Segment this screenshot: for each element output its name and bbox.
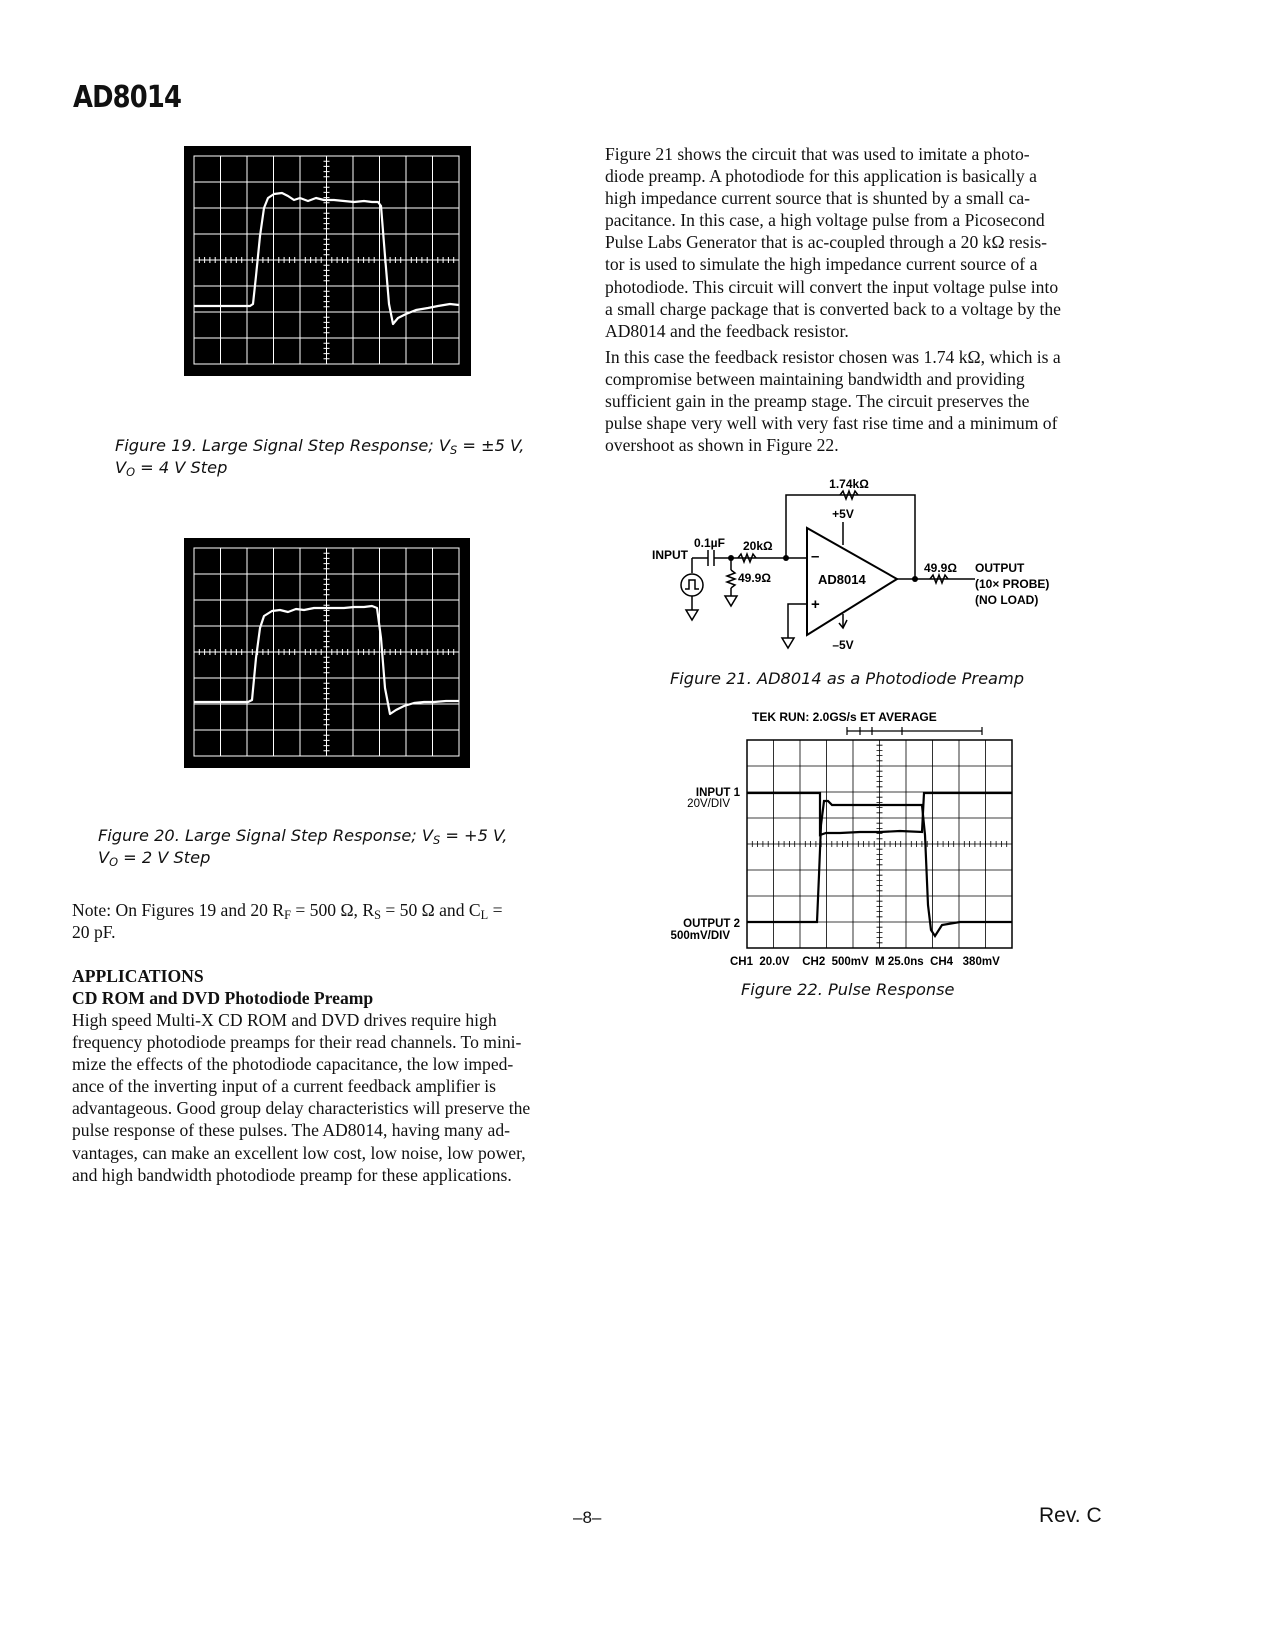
output-resistor-label: 49.9Ω (924, 561, 957, 575)
scope-footer-readout: CH1 20.0V CH2 500mV M 25.0ns CH4 380mV (730, 956, 1000, 968)
figure-note (72, 899, 503, 943)
junction-dot (728, 555, 734, 561)
text-line: and high bandwidth photodiode preamp for these applications. (72, 1164, 512, 1185)
figure-19-scope-svg (184, 146, 471, 376)
figure-19-caption-line-2: $V_O = 4$ V Step (115, 458, 228, 479)
text-line: pulse shape very well with very fast rise time and a minimum of (605, 413, 1058, 434)
capacitor (692, 550, 731, 566)
amplifier-label: AD8014 (818, 572, 866, 587)
right-paragraph-2 (605, 346, 1061, 456)
text-line: Pulse Labs Generator that is ac-coupled through a 20 kΩ resis- (605, 232, 1048, 253)
figure-note-line-2: 20 pF. (72, 922, 116, 943)
figure-20-caption-line-1: Figure 20. Large Signal Step Response; $V_S = +5$ V, (98, 826, 508, 847)
trigger-marker (847, 727, 982, 735)
junction-dot (912, 576, 918, 582)
text-line: AD8014 and the feedback resistor. (605, 320, 849, 341)
applications-subheading: CD ROM and DVD Photodiode Preamp (72, 988, 374, 1008)
revision-label: Rev. C (1039, 1504, 1102, 1527)
scope-header-label: TEK RUN: 2.0GS/s ET AVERAGE (752, 710, 937, 724)
text-line: mize the effects of the photodiode capacitance, the low imped- (72, 1054, 514, 1075)
shunt-resistor (727, 570, 735, 588)
figure-20-oscilloscope (184, 538, 470, 768)
figure-19-oscilloscope (184, 146, 471, 376)
figure-21-caption: Figure 21. AD8014 as a Photodiode Preamp (670, 669, 1025, 688)
text-line: sufficient gain in the preamp stage. The circuit preserves the (605, 391, 1030, 412)
output-label: OUTPUT (975, 561, 1025, 575)
output-load-label: (NO LOAD) (975, 593, 1039, 607)
page-title: AD8014 (73, 80, 182, 115)
figure-20-scope-svg (184, 538, 470, 768)
ground-icon (782, 638, 794, 648)
figure-20-caption-line-2: $V_O = 2$ V Step (98, 848, 211, 869)
output-probe-label: (10× PROBE) (975, 577, 1050, 591)
text-line: compromise between maintaining bandwidth and providing (605, 369, 1025, 390)
figure-22-grid (747, 740, 1012, 948)
text-line: In this case the feedback resistor chosen was 1.74 kΩ, which is a (605, 347, 1061, 367)
positive-supply-label: +5V (832, 507, 854, 521)
text-line: frequency photodiode preamps for their read channels. To mini- (72, 1032, 522, 1053)
inverting-input-sign: – (811, 548, 820, 565)
figure-20-caption (98, 825, 507, 869)
ground-icon (725, 596, 737, 606)
text-line: diode preamp. A photodiode for this application is basically a (605, 166, 1037, 187)
text-line: pacitance. In this case, a high voltage pulse from a Picosecond (605, 210, 1045, 231)
text-line: pulse response of these pulses. The AD8014, having many ad- (72, 1120, 510, 1141)
output-2-scale: 500mV/DIV (670, 930, 730, 942)
applications-heading: APPLICATIONS (72, 966, 204, 986)
text-line: High speed Multi-X CD ROM and DVD drives require high (72, 1010, 497, 1030)
text-line: vantages, can make an excellent low cost, low noise, low power, (72, 1142, 526, 1163)
text-line: tor is used to simulate the high impedance current source of a (605, 254, 1038, 275)
output-2-label: OUTPUT 2 (683, 918, 740, 930)
applications-paragraph (72, 1009, 530, 1186)
figure-22-caption: Figure 22. Pulse Response (741, 980, 955, 999)
text-line: photodiode. This circuit will convert the input voltage pulse into (605, 276, 1059, 297)
noninverting-input-sign: + (811, 596, 820, 613)
input-1-label: INPUT 1 (695, 787, 740, 799)
page-number: –8– (573, 1508, 602, 1527)
figure-19-caption (115, 435, 524, 479)
figure-20-grid (194, 548, 459, 756)
figure-22-plot (660, 705, 1040, 973)
figure-note-line-1: Note: On Figures 19 and 20 $R_F = 500$ Ω, $R_S = 50$ Ω and $C_L$ = (72, 900, 503, 923)
input-1-scale: 20V/DIV (687, 798, 730, 810)
text-line: a small charge package that is converted back to a voltage by the (605, 298, 1061, 319)
pulse-generator-icon (681, 574, 703, 596)
text-line: Figure 21 shows the circuit that was used to imitate a photo- (605, 144, 1030, 164)
shunt-resistor-label: 49.9Ω (738, 571, 771, 585)
series-resistor-label: 20kΩ (743, 539, 773, 553)
input-label: INPUT (652, 548, 688, 562)
text-line: overshoot as shown in Figure 22. (605, 435, 839, 456)
figure-19-caption-line-1: Figure 19. Large Signal Step Response; $V_S = \pm 5$ V, (115, 436, 525, 457)
figure-21-schematic (640, 470, 1080, 660)
negative-supply-label: –5V (832, 638, 854, 652)
feedback-resistor-label: 1.74kΩ (829, 477, 869, 491)
figure-19-grid (194, 156, 459, 364)
ground-icon (686, 610, 698, 620)
capacitor-label: 0.1µF (694, 536, 725, 550)
junction-dot (783, 555, 789, 561)
text-line: high impedance current source that is shunted by a small ca- (605, 188, 1031, 209)
text-line: ance of the inverting input of a current feedback amplifier is (72, 1076, 497, 1097)
right-paragraph-1 (605, 143, 1061, 342)
text-line: advantageous. Good group delay characteristics will preserve the (72, 1098, 531, 1119)
